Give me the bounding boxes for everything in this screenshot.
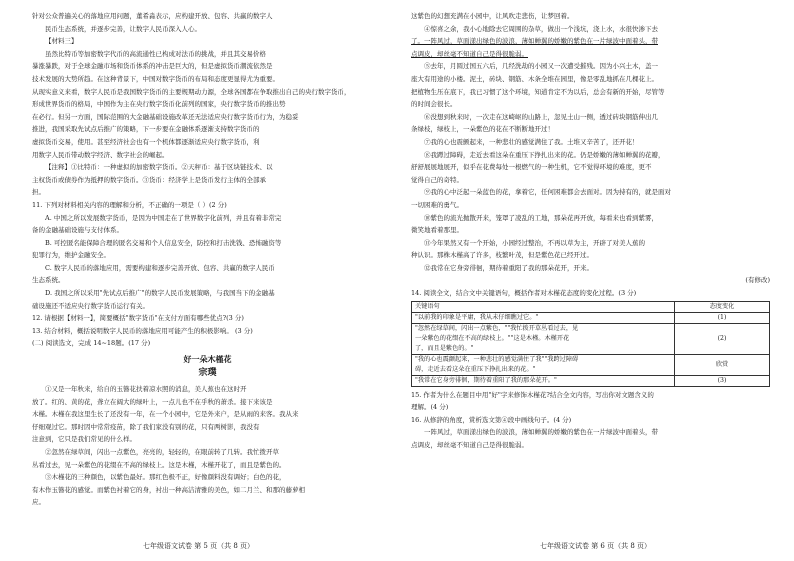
question-13: 13. 结合材料，概括说明数字人民币的落地应用可能产生的积极影响。 (3 分) (二) 阅读选文，完成 14~18题。(17 分) <box>32 326 253 348</box>
table-header-key: 关键语句 <box>412 301 675 312</box>
revision-note: (有修改) <box>745 276 770 285</box>
question-16: 16. 从修辞的角度，赏析选文第④段中画线句子。(4 分) <box>411 415 572 424</box>
attitude-table <box>411 301 770 387</box>
table-row <box>412 312 770 323</box>
essay-paragraph-6: ⑥没想到秋来时，一次走在这崎岖的山路上，忽见土山一侧，透过砖块钢筋伸出几 条绿枝，绿枝上，一朵紫色的花在不断断地开过！ <box>411 112 658 134</box>
intro-paragraph: 针对公众普遍关心的落地应用问题，董希淼表示，应构建开放、包容、共赢的数字人 民币生态系统，并逐步完善，让数字人民币深入人心。 <box>32 12 273 33</box>
table-row <box>412 375 770 386</box>
question-11: 11. 下列对材料相关内容的理解和分析，不正确的一项是（ ）(2 分) <box>32 200 227 209</box>
right-page <box>397 0 794 561</box>
page-footer-right: 七年级语文试卷 第 6 页（共 8 页） <box>539 542 652 550</box>
table-row <box>412 323 770 354</box>
table-cell-sentence: "忽然在绿草间，闪出一点紫色，""我忙拨开草丛看过去，见 一朵紫色的花缀在不高的绿枝上。""这是木槿。木槿开花 了，而且是紫色的。" <box>412 323 675 354</box>
table-cell-sentence: "以前我的印象是平庸，我从未仔细瞧过它。" <box>412 312 675 323</box>
annotation-note: 【注释】①比特币：一种虚拟的加密数字货币。②天秤币：基于区块链技术、以 主权货币或债券作为抵押的数字货币。③货币：经济学上是货币发行主体的全部承 担。 <box>32 163 273 197</box>
material3-heading: 【材料三】 <box>45 37 78 46</box>
essay-paragraph-3: ③木槿花的三种颜色，以紫色最好。那红色极不正，好像颜料没有调好；白色的花， 有木作玉簪花的感觉。而紫色衬着它的身，衬出一种高洁清雅的美色，如二月兰、和那的藤萝相 应。 <box>32 473 305 507</box>
table-row <box>412 354 770 375</box>
essay-paragraph-2: ②忽然在绿草间，闪出一点紫色，亮亮的，轻轻的，在眼前转了几转。我忙拨开草 丛看过去，见一朵紫色的花缀在不高的绿枝上。这是木槿，木槿开花了，而且是紫色的。 <box>32 448 286 469</box>
table-cell-attitude: 欣赏 <box>675 354 770 375</box>
essay-paragraph-5: ⑤去年，月圆过国五六后，几经洗劫的小园又一次遭受摧残。因为小兴土木，盖一 座大有用途的小楼。泥土，砖块、钢筋、木条全堆在园里，像是零乱地抓在几棵花上。 把植物生压在底下，我已习惯了这个环境，知道肯定不为以后，总会有新的开始，尽管等 的时间会很长。 <box>411 62 665 109</box>
question-11-option-a: A. 中国之所以发展数字货币，是因为中国走在了世界数字化前列，并且有着非常完 备的金融基础设施与支付体系。 <box>32 213 282 235</box>
essay-paragraph-4: ④惊喜之余，我小心地除去它周围的杂草，做出一个浅坑，浇上水，水很快渗下去 了。一阵风过，草面漾出绿色的波浪，薄如蝉翼的娇嫩的紫色在一片绿波中面着头，带 点调皮，却丝毫不知道自己是得很脆弱。 <box>411 24 658 58</box>
essay-paragraph-1: ①又是一年秋来，给自的玉簪花扶着凉水照的消息，美人蕉也在这时开 放了。红的、黄的花，聋立在阔大的绿叶上，一点儿也不在乎秋的萧杀。接下来该是 木槿。木槿在我这里生长了还没有一年，在一个小园中，它是外来户，是从雨的来客。我从来 仔细观过它。那时因中常常疫苗，除了我们家没有别的花，只有两树影，我没有 注意到，它只是我们常见的什么样。 <box>32 385 299 444</box>
essay-paragraph-10: ⑩紫色的流光抛散开来，笼罩了凌乱的工地，那朵花再开放，每看来也看到紫雾， 微笑地看着那里。 <box>411 213 658 235</box>
essay-paragraph-9: ⑨我的心中泛起一朵蓝色的花，拿着它，任何困难都会去面对。因为持有的，就是面对 一切困难的勇气。 <box>411 188 671 209</box>
question-15: 15. 作者为什么在题目中用"好"字来修饰木槿花?结合全文内容，写出你对文题含义的 理解。(4 分) <box>411 390 654 412</box>
essay-paragraph-8: ⑧我蹲过障碍，走近去看这朵在重压下挣扎出来的花。仍是娇嫩的薄如蝉翼的花瓣， 舒舒展展地展开，似乎在花费每处一根燃气的一种生机，它不觉得环境的难度，更不 觉得自己的奇特。 <box>411 150 665 184</box>
essay-author: 宗璞 <box>198 368 217 379</box>
essay-paragraph-12: ⑫我常在它身旁徘徊，期待着重阳了我的那朵花开，开来。 <box>424 263 593 272</box>
question-11-option-b: B. 可控匿名能保障合理的匿名交易和个人信息安全，防控和打击洗钱、恐怖融资等 犯罪行为，维护金融安全。 <box>32 238 282 260</box>
essay-title: 好一朵木槿花 <box>183 354 232 365</box>
essay-line-continued: 这紫色的幻想充满在小园中，让风吹走悲伤，让梦回着。 <box>411 12 574 20</box>
page-footer-left: 七年级语文试卷 第 5 页（共 8 页） <box>142 542 255 550</box>
table-cell-sentence: "我的心也震颤起来，一种悲壮的感觉满住了我""我跨过障碍 碍，走近去看这朵在重压下挣扎出来的花。" <box>412 354 675 375</box>
question-11-option-d: D. 我国之所以采用"先试点后推广"的数字人民币发展策略，与我国当下的金融基 础设施还不适应央行数字货币运行有关。 <box>32 289 275 310</box>
table-header-attitude: 态度变化 <box>675 301 770 312</box>
table-header-row <box>412 301 770 312</box>
question-16-quote: 一阵风过，草面漾出绿色的波浪，薄如蝉翼的娇嫩的紫色在一片绿波中面着头，带 点调皮，却丝毫不知道自己是得很脆弱。 <box>411 428 658 450</box>
essay-paragraph-7: ⑦我的心也震颤起来，一种悲壮的感觉满住了我。土堆又辛苦了，还开花！ <box>424 137 639 146</box>
table-cell-sentence: "我常在它身旁徘徊，期待着重阳了我的那朵花开。" <box>412 375 675 386</box>
answer-blank-1[interactable]: (1) <box>675 312 770 323</box>
question-11-option-c: C. 数字人民币的落地应用，需要构建和逐步完善开放、包容、共赢的数字人民币 生态系统。 <box>32 263 275 285</box>
material3-body: 虽然比特币等加密数字代币的高流通性已构成对法币的挑战，并且其交易价格 暴涨暴跌，对于全球金融市场和货币体系的冲击是巨大的，但是虚拟货币潮流依然是 技术发展的大势所趋。在这种背景下，中国对数字货币的布局和态度更显得尤为重要。 从现实意义来看，数字人民币是我国数字货币的主要规期动力源，全球各国都在争取推出自己的央行数字货币， 形成世界货币的格局，中国作为主在央行数字货币化前列的国家，央行数字货币的推出势 在必行。但另一方面，国际范围的大金融基础设施改革还无法适应央行数字货币行为，为稳妥 推进，我国采取先试点后推广的策略，下一步要在金融体系逐渐支持数字货币的 虚拟货币交易，使用。甚至经济社会也有一个机体都逐渐适应央行数字货币，利 用数字人民币带动数字经济、数字社会的崛起。 <box>32 49 351 159</box>
essay-paragraph-11: ⑪今年果然又有一个开始，小园经过整治，不再以草为主，开辟了对美人蕉的 种认识。那株木槿高了许多，枝繁叶茂，但是紫色花已经开过。 <box>411 238 645 260</box>
question-12: 12. 请根据【材料一】，简要概括"数字货币"在支付方面有哪些优点?(3 分) <box>32 314 244 323</box>
answer-blank-2[interactable]: (2) <box>675 323 770 354</box>
answer-blank-3[interactable]: (3) <box>675 375 770 386</box>
question-14: 14. 阅读全文，结合文中关键语句，概括作者对木槿花态度的变化过程。(3 分) <box>411 289 637 298</box>
